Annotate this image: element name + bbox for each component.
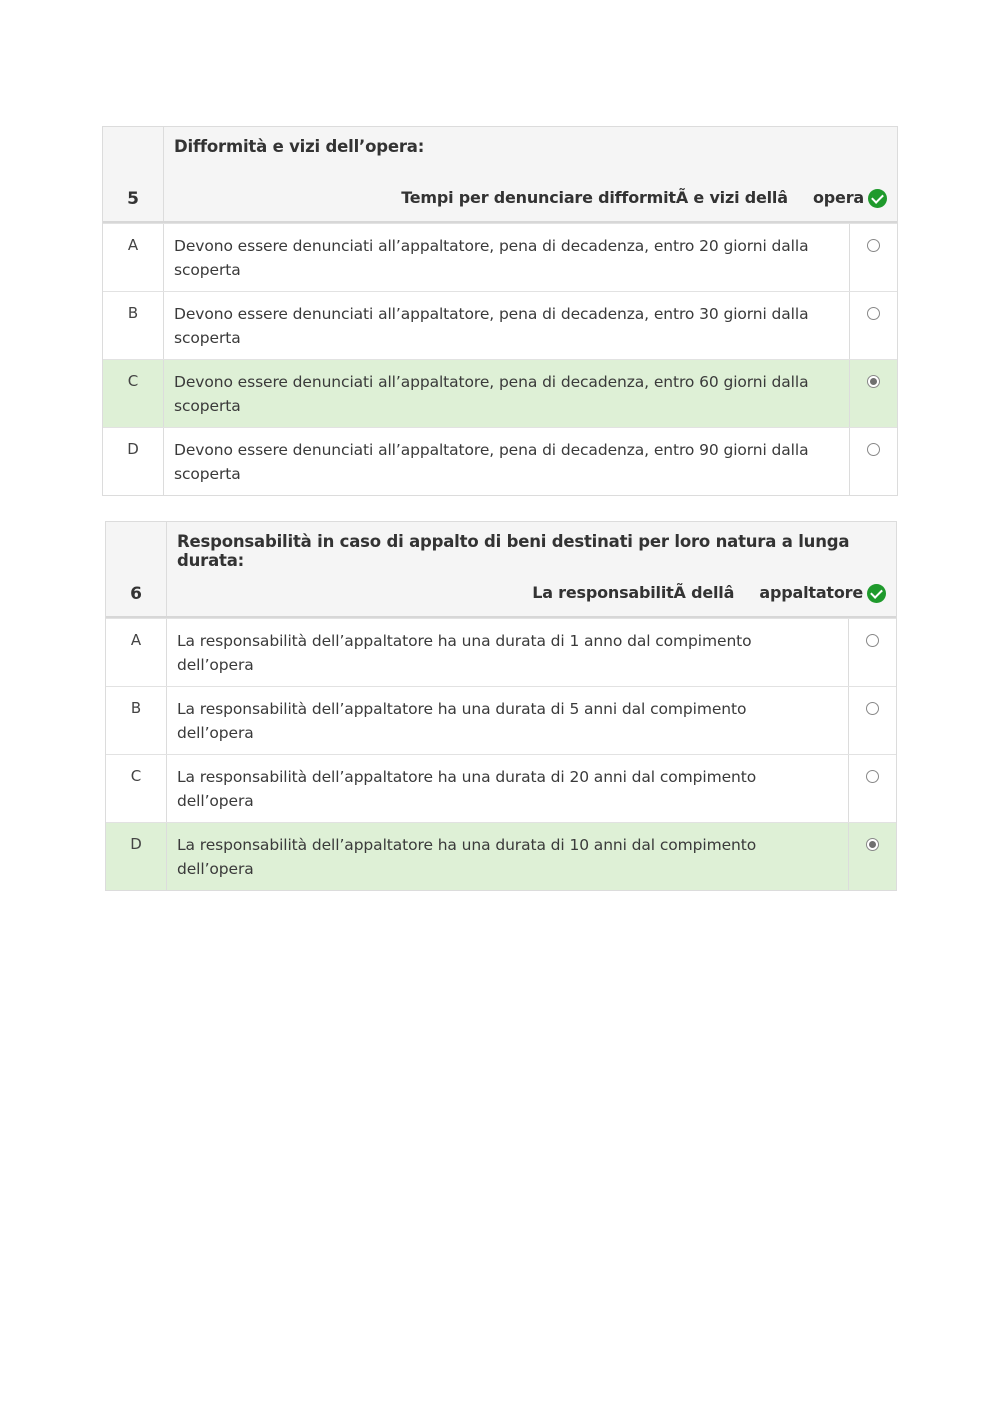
option-letter: C [106,755,167,822]
question-block-5 [102,126,898,496]
question-subtitle [401,188,887,209]
radio-button[interactable] [866,770,879,783]
option-letter: B [106,687,167,754]
answer-option-b[interactable] [106,686,896,754]
option-text: La responsabilità dell’appaltatore ha una durata di 1 anno dal compimento dell’opera [177,632,752,674]
question-block-6 [105,521,897,891]
radio-button[interactable] [867,239,880,252]
radio-button-selected[interactable] [866,838,879,851]
answer-option-d[interactable] [103,427,897,495]
radio-button[interactable] [867,307,880,320]
question-header [106,522,896,618]
question-number: 6 [106,522,167,616]
radio-button-selected[interactable] [867,375,880,388]
option-text: La responsabilità dell’appaltatore ha una durata di 20 anni dal compimento dell’opera [177,768,757,810]
option-letter: D [106,823,167,890]
option-text: La responsabilità dell’appaltatore ha una durata di 10 anni dal compimento dell’opera [177,836,757,878]
answer-option-b[interactable] [103,291,897,359]
answer-option-a[interactable] [106,618,896,686]
radio-button[interactable] [866,634,879,647]
option-letter: A [103,224,164,291]
question-title: Responsabilità in caso di appalto di beni destinati per loro natura a lunga durata: [177,532,850,570]
question-subtitle [532,583,886,604]
radio-button[interactable] [867,443,880,456]
question-subtitle-text: Tempi per denunciare difformitÃ e vizi dellâopera [401,188,864,207]
check-circle-icon [867,584,886,603]
option-text: Devono essere denunciati all’appaltatore, pena di decadenza, entro 60 giorni dalla scoperta [174,373,809,415]
option-text: Devono essere denunciati all’appaltatore, pena di decadenza, entro 90 giorni dalla scoperta [174,441,809,483]
option-letter: A [106,619,167,686]
question-title: Difformità e vizi dell’opera: [174,137,425,156]
check-circle-icon [868,189,887,208]
answer-option-a[interactable] [103,223,897,291]
option-text: Devono essere denunciati all’appaltatore, pena di decadenza, entro 20 giorni dalla scoperta [174,237,809,279]
answer-option-c[interactable] [103,359,897,427]
option-text: Devono essere denunciati all’appaltatore, pena di decadenza, entro 30 giorni dalla scoperta [174,305,809,347]
option-letter: B [103,292,164,359]
answer-option-d[interactable] [106,822,896,890]
question-header [103,127,897,223]
question-number: 5 [103,127,164,221]
option-text: La responsabilità dell’appaltatore ha una durata di 5 anni dal compimento dell’opera [177,700,747,742]
option-letter: C [103,360,164,427]
question-subtitle-text: La responsabilitÃ dellâappaltatore [532,583,863,602]
option-letter: D [103,428,164,495]
answer-option-c[interactable] [106,754,896,822]
radio-button[interactable] [866,702,879,715]
